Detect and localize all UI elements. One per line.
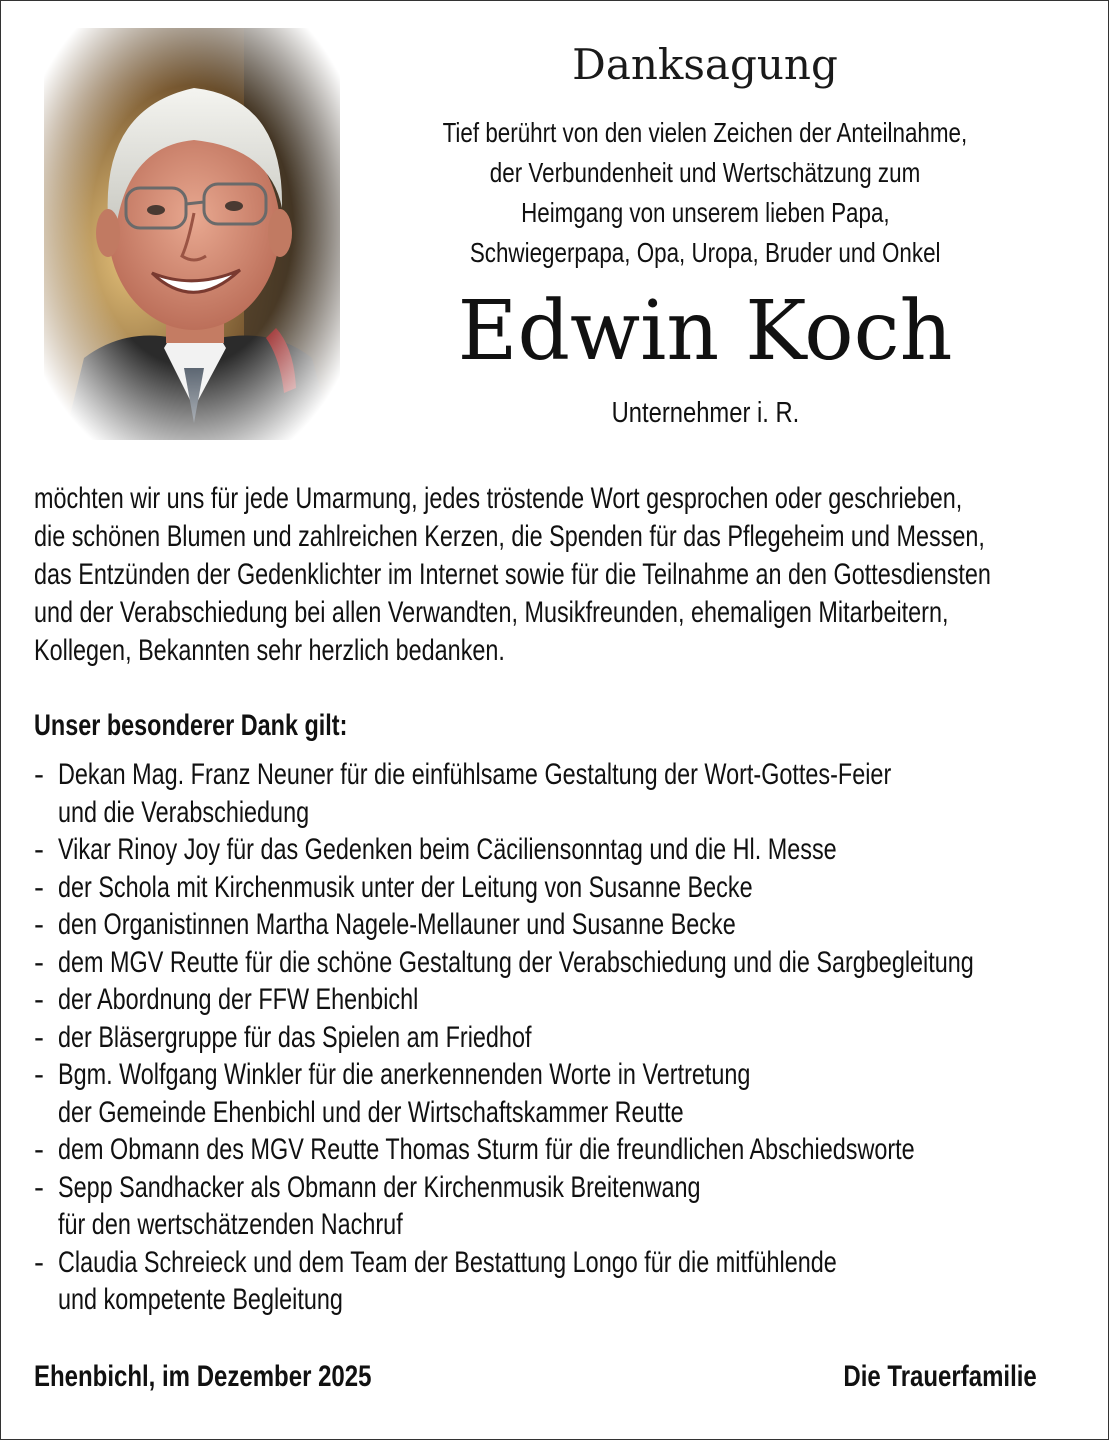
page-title: Danksagung <box>572 40 838 89</box>
intro-line: Schwiegerpapa, Opa, Uropa, Bruder und Onkel <box>469 237 941 268</box>
list-item <box>34 756 1094 831</box>
portrait-photo <box>44 28 340 440</box>
list-item-line: und die Verabschiedung <box>58 795 310 829</box>
list-bullet-dash: - <box>34 1245 44 1279</box>
list-item-line: und kompetente Begleitung <box>58 1283 343 1316</box>
list-item <box>34 831 1094 869</box>
thanks-list <box>34 756 1094 1319</box>
list-bullet-dash: - <box>34 758 44 791</box>
intro-text <box>360 113 1050 273</box>
signature: Die Trauerfamilie <box>843 1360 1037 1393</box>
list-bullet-dash: - <box>34 1133 44 1166</box>
place-date: Ehenbichl, im Dezember 2025 <box>34 1360 372 1393</box>
list-bullet-dash: - <box>34 833 44 866</box>
paragraph-line: die schönen Blumen und zahlreichen Kerzen, die Spenden für das Pflegeheim und Messen, <box>34 520 985 553</box>
list-bullet-dash: - <box>34 945 44 979</box>
list-item-line: Claudia Schreieck und dem Team der Bestattung Longo für die mitfühlende <box>58 1245 837 1279</box>
deceased-role: Unternehmer i. R. <box>611 397 799 429</box>
list-item <box>34 1019 1094 1057</box>
list-bullet-dash: - <box>34 1020 44 1054</box>
list-item <box>34 869 1094 907</box>
list-item-line: Vikar Rinoy Joy für das Gedenken beim Cäciliensonntag und die Hl. Messe <box>58 833 837 866</box>
paragraph-line: Kollegen, Bekannten sehr herzlich bedanken. <box>34 634 505 667</box>
list-item <box>34 981 1094 1019</box>
list-item-line: Sepp Sandhacker als Obmann der Kirchenmusik Breitenwang <box>58 1170 701 1204</box>
deceased-name: Edwin Koch <box>457 284 953 379</box>
list-bullet-dash: - <box>34 870 44 904</box>
list-item-line: dem MGV Reutte für die schöne Gestaltung der Verabschiedung und die Sargbegleitung <box>58 945 974 979</box>
list-item <box>34 1056 1094 1131</box>
list-item-line: für den wertschätzenden Nachruf <box>58 1208 403 1241</box>
list-item-line: Dekan Mag. Franz Neuner für die einfühlsame Gestaltung der Wort-Gottes-Feier <box>58 758 892 791</box>
thanks-paragraph <box>34 480 1094 670</box>
list-item-line: der Schola mit Kirchenmusik unter der Leitung von Susanne Becke <box>58 870 753 904</box>
list-item <box>34 1244 1094 1319</box>
list-item <box>34 1169 1094 1244</box>
list-item-line: den Organistinnen Martha Nagele-Mellauner und Susanne Becke <box>58 908 736 941</box>
intro-line: der Verbundenheit und Wertschätzung zum <box>489 157 921 188</box>
list-item-line: Bgm. Wolfgang Winkler für die anerkennenden Worte in Vertretung <box>58 1058 751 1091</box>
list-bullet-dash: - <box>34 1170 44 1204</box>
special-thanks-heading: Unser besonderer Dank gilt: <box>34 709 348 742</box>
paragraph-line: das Entzünden der Gedenklichter im Internet sowie für die Teilnahme an den Gottesdiensten <box>34 558 991 591</box>
paragraph-line: und der Verabschiedung bei allen Verwandten, Musikfreunden, ehemaligen Mitarbeitern, <box>34 596 949 629</box>
list-item-line: der Gemeinde Ehenbichl und der Wirtschaftskammer Reutte <box>58 1095 684 1129</box>
paragraph-line: möchten wir uns für jede Umarmung, jedes tröstende Wort gesprochen oder geschrieben, <box>34 482 963 515</box>
list-bullet-dash: - <box>34 983 44 1016</box>
list-item <box>34 906 1094 944</box>
intro-line: Tief berührt von den vielen Zeichen der Anteilnahme, <box>442 117 968 148</box>
list-item <box>34 944 1094 982</box>
intro-line: Heimgang von unserem lieben Papa, <box>520 197 890 228</box>
list-bullet-dash: - <box>34 908 44 941</box>
list-item-line: der Bläsergruppe für das Spielen am Friedhof <box>58 1020 532 1054</box>
list-item-line: der Abordnung der FFW Ehenbichl <box>58 983 419 1016</box>
list-item <box>34 1131 1094 1169</box>
list-item-line: dem Obmann des MGV Reutte Thomas Sturm für die freundlichen Abschiedsworte <box>58 1133 915 1166</box>
list-bullet-dash: - <box>34 1058 44 1091</box>
